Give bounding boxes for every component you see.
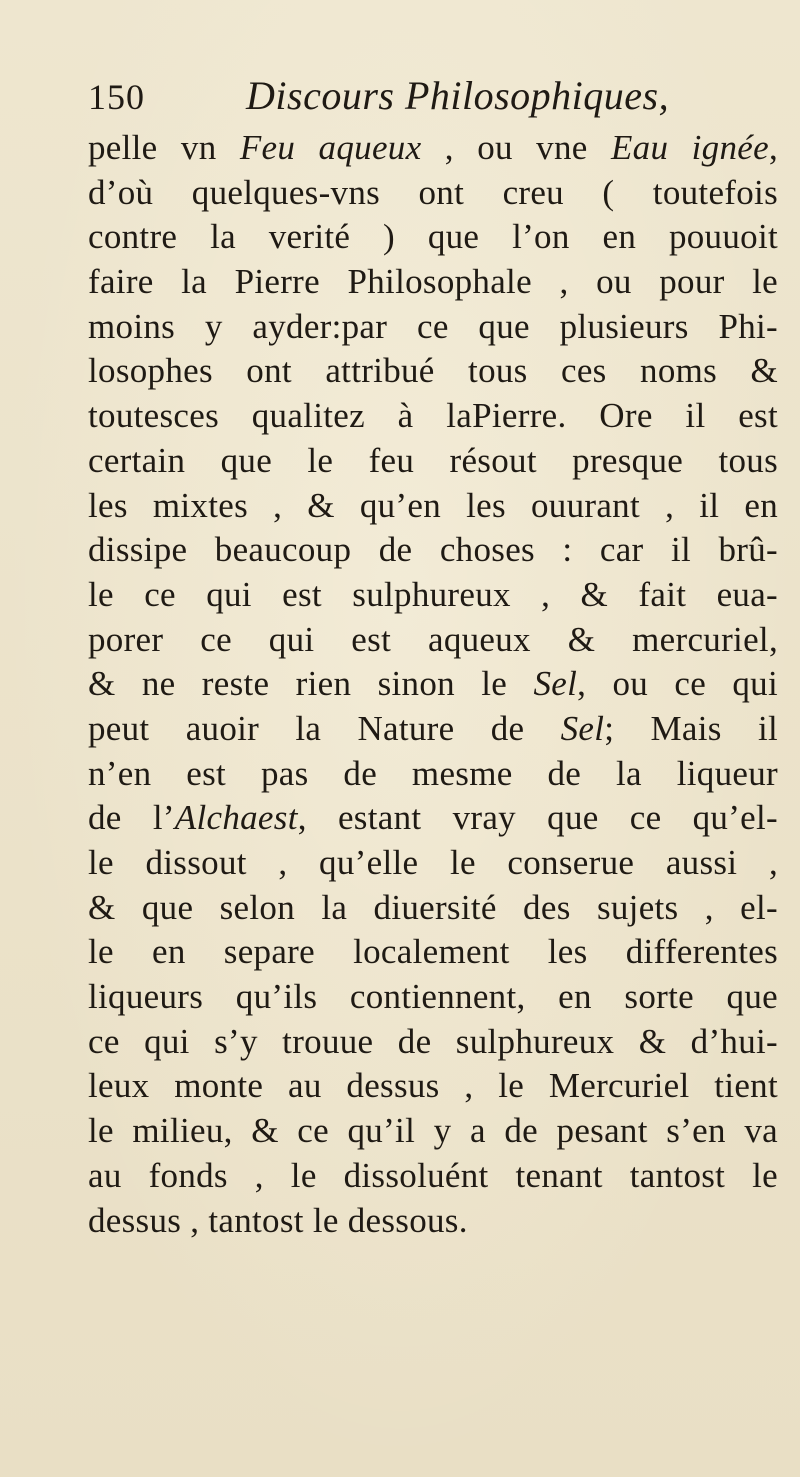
text-line bbox=[88, 1109, 778, 1154]
text-segment: certain que le feu résout presque tous bbox=[88, 440, 778, 480]
text-line bbox=[88, 1199, 778, 1244]
text-line bbox=[88, 573, 778, 618]
text-segment: porer ce qui est aqueux & mercuriel, bbox=[88, 619, 778, 659]
text-segment: , ou ce qui bbox=[577, 664, 778, 704]
text-segment: dissipe beaucoup de choses : car il brû- bbox=[88, 530, 778, 570]
italic-term: Feu aqueux bbox=[239, 128, 422, 167]
text-segment: au fonds , le dissoluént tenant tantost le bbox=[88, 1155, 778, 1195]
text-line bbox=[88, 439, 778, 484]
text-segment: , estant vray que ce qu’el- bbox=[297, 798, 778, 838]
text-line bbox=[88, 171, 778, 216]
text-segment: ; Mais il bbox=[604, 708, 778, 748]
text-segment: & ne reste rien sinon le bbox=[88, 664, 534, 704]
text-line bbox=[88, 394, 778, 439]
text-segment: , ou vne bbox=[421, 128, 611, 167]
text-line bbox=[88, 484, 778, 529]
text-segment: , bbox=[768, 128, 779, 167]
text-line bbox=[88, 930, 778, 975]
text-line bbox=[88, 752, 778, 797]
text-line bbox=[88, 215, 778, 260]
text-segment: contre la verité ) que l’on en pouuoit bbox=[88, 217, 778, 257]
text-segment: peut auoir la Nature de bbox=[88, 708, 561, 748]
text-line bbox=[88, 618, 778, 663]
text-line bbox=[88, 975, 778, 1020]
text-line bbox=[88, 305, 778, 350]
text-segment: toutesces qualitez à laPierre. Ore il est bbox=[88, 396, 778, 436]
text-segment: ce qui s’y trouue de sulphureux & d’hui- bbox=[88, 1021, 778, 1061]
page-number: 150 bbox=[88, 77, 145, 117]
text-segment: dessus , tantost le dessous. bbox=[88, 1200, 468, 1240]
text-segment: le en separe localement les differentes bbox=[88, 932, 778, 972]
italic-term: Eau ignée bbox=[611, 128, 769, 167]
text-line bbox=[88, 707, 778, 752]
body-text bbox=[88, 126, 778, 1243]
text-line bbox=[88, 1064, 778, 1109]
text-line bbox=[88, 260, 778, 305]
text-line bbox=[88, 886, 778, 931]
running-head: Discours Philosophiques, bbox=[246, 73, 670, 118]
text-segment: n’en est pas de mesme de la liqueur bbox=[88, 753, 778, 793]
text-segment: & que selon la diuersité des sujets , el- bbox=[88, 887, 778, 927]
text-segment: pelle vn bbox=[88, 128, 240, 167]
italic-term: Alchaest bbox=[174, 798, 298, 838]
text-segment: faire la Pierre Philosophale , ou pour le bbox=[88, 262, 778, 302]
text-segment: de l’ bbox=[88, 798, 175, 838]
text-segment: liqueurs qu’ils contiennent, en sorte que bbox=[88, 977, 778, 1017]
text-line bbox=[88, 1154, 778, 1199]
italic-term: Sel bbox=[560, 708, 605, 748]
text-segment: moins y ayder:par ce que plusieurs Phi- bbox=[88, 306, 778, 346]
text-line bbox=[88, 1020, 778, 1065]
text-segment: le ce qui est sulphureux , & fait eua- bbox=[88, 574, 778, 614]
text-segment: le dissout , qu’elle le conserue aussi , bbox=[88, 843, 778, 882]
text-line bbox=[88, 841, 778, 886]
text-segment: leux monte au dessus , le Mercuriel tient bbox=[88, 1066, 778, 1106]
text-line bbox=[88, 796, 778, 841]
text-segment: les mixtes , & qu’en les ouurant , il en bbox=[88, 485, 778, 525]
page-header bbox=[88, 72, 728, 124]
text-segment: le milieu, & ce qu’il y a de pesant s’en va bbox=[88, 1111, 778, 1151]
text-segment: losophes ont attribué tous ces noms & bbox=[88, 351, 778, 391]
text-line bbox=[88, 126, 778, 171]
text-line bbox=[88, 349, 778, 394]
italic-term: Sel bbox=[533, 664, 578, 704]
text-segment: d’où quelques-vns ont creu ( toutefois bbox=[88, 172, 778, 212]
text-line bbox=[88, 662, 778, 707]
text-line bbox=[88, 528, 778, 573]
